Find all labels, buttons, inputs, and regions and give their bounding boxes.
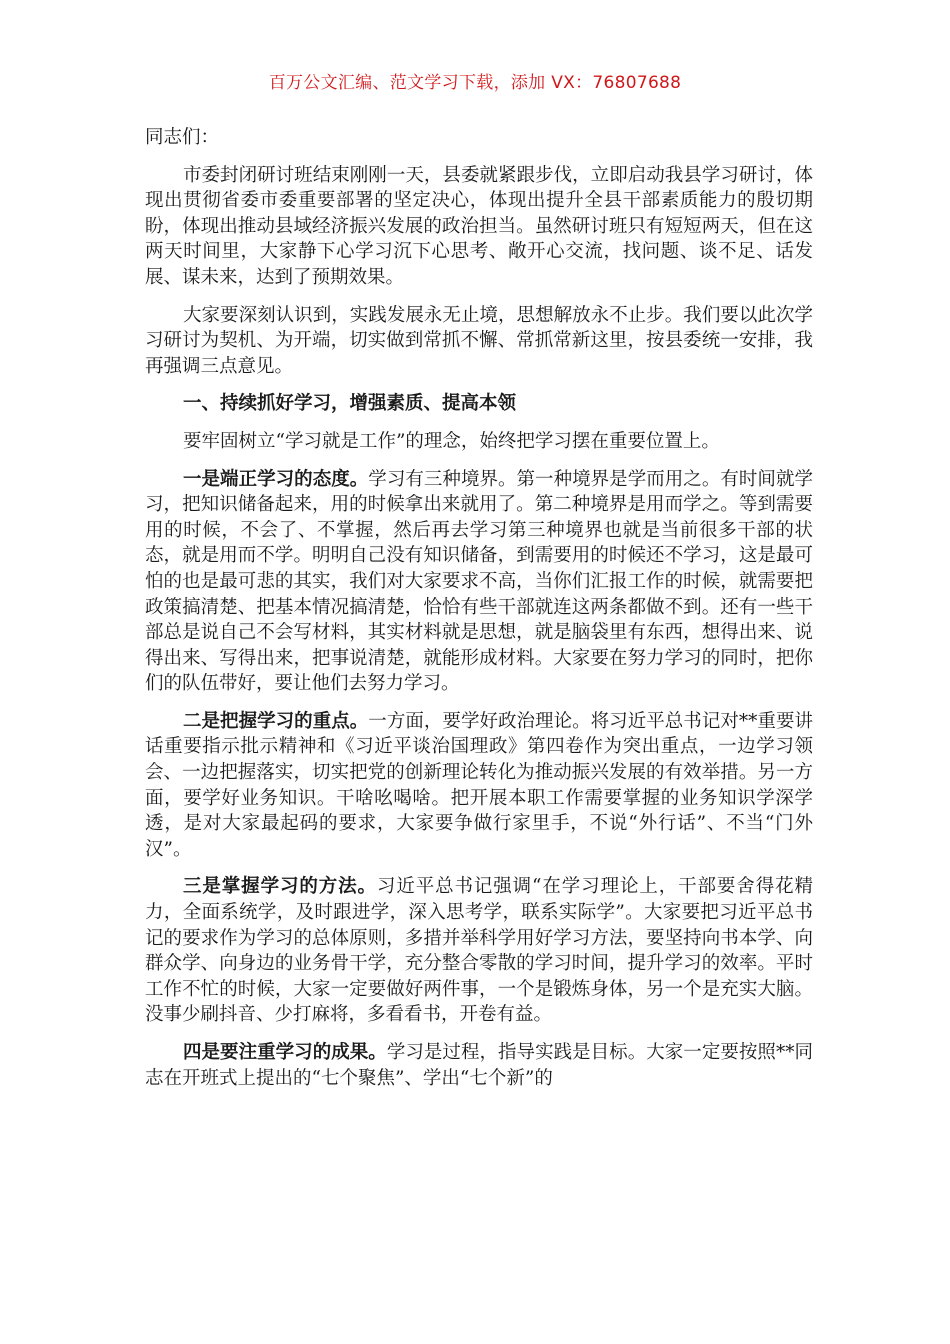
list-item xyxy=(145,467,813,697)
paragraph: 大家要深刻认识到，实践发展永无止境，思想解放永不止步。我们要以此次学习研讨为契机、为开端，切实做到常抓不懈、常抓常新这里，按县委统一安排，我再强调三点意见。 xyxy=(145,304,813,377)
item-text: 一方面，要学好政治理论。将习近平总书记对**重要讲话重要指示批示精神和《习近平谈治国理政》第四卷作为突出重点，一边学习领会、一边把握落实，切实把党的创新理论转化为推动振兴发展的有效举措。另一方面，要学好业务知识。干啥吆喝啥。把开展本职工作需要掌握的业务知识学深学透，是对大家最起码的要求，大家要争做行家里手，不说“外行话”、不当“门外汉”。 xyxy=(145,710,813,860)
document-body xyxy=(145,125,813,1103)
greeting: 同志们： xyxy=(145,127,220,148)
list-item xyxy=(145,1040,813,1091)
paragraph: 市委封闭研讨班结束刚刚一天，县委就紧跟步伐，立即启动我县学习研讨，体现出贯彻省委市委重要部署的坚定决心，体现出提升全县干部素质能力的殷切期盼，体现出推动县域经济振兴发展的政治担当。虽然研讨班只有短短两天，但在这两天时间里，大家静下心学习沉下心思考、敞开心交流，找问题、谈不足、话发展、谋未来，达到了预期效果。 xyxy=(145,164,813,288)
item-text: 习近平总书记强调“在学习理论上，干部要舍得花精力，全面系统学，及时跟进学，深入思考学，联系实际学”。大家要把习近平总书记的要求作为学习的总体原则，多措并举科学用好学习方法，要坚持向书本学、向群众学、向身边的业务骨干学，充分整合零散的学习时间，提升学习的效率。平时工作不忙的时候，大家一定要做好两件事，一个是锻炼身体，另一个是充实大脑。没事少刷抖音、少打麻将，多看看书，开卷有益。 xyxy=(145,876,813,1026)
paragraph: 要牢固树立“学习就是工作”的理念，始终把学习摆在重要位置上。 xyxy=(183,430,720,452)
list-item xyxy=(145,709,813,863)
item-lead: 一是端正学习的态度。 xyxy=(183,468,369,490)
item-text: 学习是过程，指导实践是目标。大家一定要按照**同志在开班式上提出的“七个聚焦”、学出“七个新”的 xyxy=(145,1042,813,1089)
section-heading: 一、持续抓好学习，增强素质、提高本领 xyxy=(183,393,517,415)
list-item xyxy=(145,874,813,1028)
item-text: 学习有三种境界。第一种境界是学而用之。有时间就学习，把知识储备起来，用的时候拿出来就用了。第二种境界是用而学之。等到需要用的时候，不会了、不掌握，然后再去学习第三种境界也就是当前很多干部的状态，就是用而不学。明明自己没有知识储备，到需要用的时候还不学习，这是最可怕的也是最可悲的其实，我们对大家要求不高，当你们汇报工作的时候，就需要把政策搞清楚、把基本情况搞清楚，恰恰有些干部就连这两条都做不到。还有一些干部总是说自己不会写材料，其实材料就是思想，就是脑袋里有东西，想得出来、说得出来、写得出来，把事说清楚，就能形成材料。大家要在努力学习的同时，把你们的队伍带好，要让他们去努力学习。 xyxy=(145,468,813,695)
item-lead: 三是掌握学习的方法。 xyxy=(183,876,377,898)
watermark-header: 百万公文汇编、范文学习下载，添加 VX：76807688 xyxy=(268,73,682,93)
item-lead: 四是要注重学习的成果。 xyxy=(183,1042,387,1063)
item-lead: 二是把握学习的重点。 xyxy=(183,710,369,732)
